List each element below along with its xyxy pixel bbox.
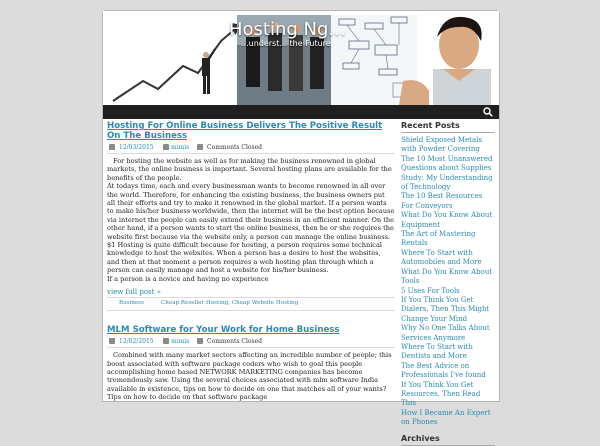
recent-post-link[interactable]: How I Became An Expert on Phones: [401, 408, 491, 427]
post-category[interactable]: Business: [119, 300, 145, 307]
post-date[interactable]: 12/02/2015: [119, 338, 154, 346]
recent-post-link[interactable]: Why No One Talks About Services Anymore: [401, 324, 490, 342]
recent-post-link[interactable]: Study: My Understanding of Technology: [401, 173, 493, 192]
user-icon: [163, 338, 169, 346]
main-content: [107, 121, 395, 401]
post-author[interactable]: mimis: [171, 338, 190, 346]
post-comments: Comments Closed: [207, 338, 262, 346]
comment-icon: [197, 338, 203, 346]
post: [107, 121, 395, 311]
post-body: [107, 157, 395, 283]
recent-posts-list: [401, 136, 495, 428]
post-paragraph: If a person is a novice and having no experience: [107, 274, 269, 283]
post-tags[interactable]: Cheap Reseller Hosting, Cheap Website Hosting: [161, 300, 299, 307]
post-body: [107, 351, 395, 401]
sidebar: [401, 121, 495, 443]
recent-post-link[interactable]: The Best Advice on Professionals I've found: [401, 361, 486, 380]
site-title[interactable]: Hosting Ng...: [229, 19, 346, 40]
post: [107, 325, 395, 401]
recent-posts-heading: Recent Posts: [401, 121, 495, 133]
recent-post-link[interactable]: The 10 Most Unanswered Questions about Supplies: [401, 154, 493, 173]
archives-heading: Archives: [401, 434, 495, 446]
page-container: [102, 10, 500, 443]
recent-post-link[interactable]: If You Think You Get Resources, Then Read This: [401, 380, 481, 408]
site-tagline: ...underst... the Future: [241, 39, 331, 48]
post-paragraph: At todays time, each and every businessman wants to become renowned in all over the world. Therefore, for enhancing the existing business, the business owners put all their efforts and try to make it renowned in the global market. If a person wants to make his/her business worldwide, then the internet will be the best option because via internet the people can easily extend their business in an efficient manner. On the other hand, if a person wants to start the online business, then he or she requires the website first because via the website only, a person can manage the online business. $1 Hosting is quite difficult because for hosting, a person requires some technical knowledge to host the websites. When a person has a desire to host the websites, and then at that moment a person requires a web hosting plan through which a person can easily manage and host a website for his/her business.: [107, 182, 395, 275]
search-icon[interactable]: [483, 107, 493, 117]
post-title-link[interactable]: MLM Software for Your Work for Home Business: [107, 325, 340, 336]
post-comments: Comments Closed: [207, 144, 262, 151]
recent-post-link[interactable]: Where To Start with Automobiles and More: [401, 248, 482, 267]
recent-post-link[interactable]: What Do You Know About Equipment: [401, 211, 493, 229]
user-icon: [163, 144, 169, 152]
post-paragraph: Combined with many market sectors affecting an incredible number of people; this boost associated with software package coders who wish to goal this people accomplishing home based NETWORK MARKETING companies has become tremendously saw. Using the several choices associated with mlm software India available in existence, tips on how to decide on one that matches all of your wants? Tips on how to decide on that software package: [107, 351, 392, 402]
post-author[interactable]: mimis: [171, 144, 190, 151]
recent-post-link[interactable]: Shield Exposed Metals with Powder Covering: [401, 136, 482, 154]
recent-post-link[interactable]: What Do You Know About Tools: [401, 267, 493, 286]
post-footer: [107, 297, 395, 311]
recent-post-link[interactable]: The Art of Mastering Rentals: [401, 230, 476, 248]
recent-post-link[interactable]: If You Think You Get Dialers, Then This Might Change Your Mind: [401, 295, 490, 323]
post-title-link[interactable]: Hosting For Online Business Delivers The Positive Result On The Business: [107, 121, 383, 141]
post-date[interactable]: 12/03/2015: [119, 144, 154, 151]
recent-post-link[interactable]: The 10 Best Resources For Conveyors: [401, 192, 483, 210]
post-divider: [107, 311, 395, 325]
recent-post-link[interactable]: 5 Uses For Tools: [401, 286, 460, 295]
calendar-icon: [109, 144, 115, 152]
nav-bar: [103, 105, 499, 119]
post-paragraph: For hosting the website as well as for making the business renowned in global markets, the online business is important. Several hosting plans are available for the benefits of the people.: [107, 157, 392, 182]
comment-icon: [197, 144, 203, 152]
recent-post-link[interactable]: Where To Start with Dentists and More: [401, 342, 473, 361]
view-full-post-link[interactable]: view full post »: [107, 288, 161, 297]
calendar-icon: [109, 338, 115, 346]
site-header: [103, 11, 499, 105]
post-meta: [107, 337, 395, 348]
post-meta: [107, 143, 395, 154]
